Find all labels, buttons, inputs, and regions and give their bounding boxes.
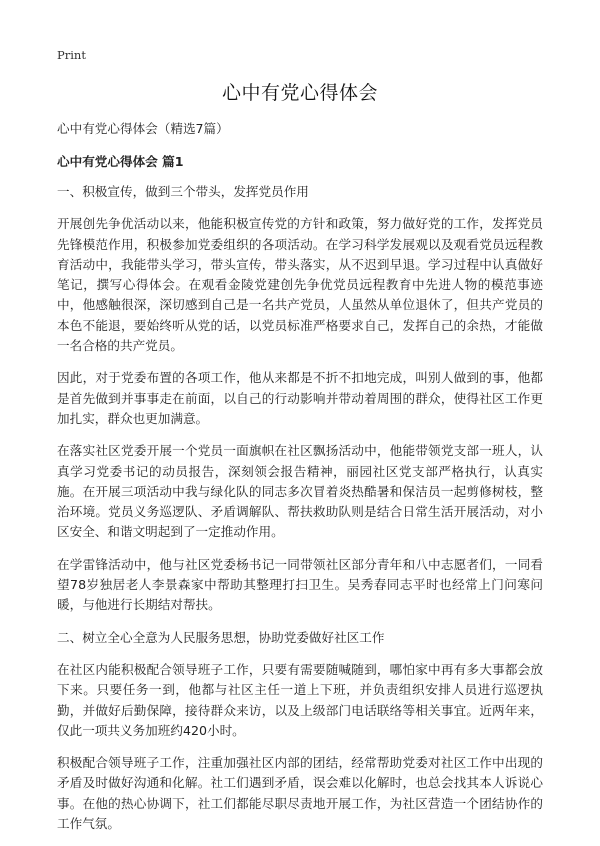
page-title: 心中有党心得体会 (221, 82, 378, 104)
paragraph: 在社区内能积极配合领导班子工作，只要有需要随喊随到，哪怕家中再有多大事都会放下来。只要任务一到，他都与社区主任一道上下班，并负责组织安排人员进行巡逻执勤，并做好后勤保障，接待群众来访，以及上级部门电话联络等相关事宜。近两年来，仅此一项共义务加班约420小时。 (57, 661, 543, 738)
section-heading: 心中有党心得体会 篇1 (57, 154, 184, 169)
paragraph: 因此，对于党委布置的各项工作，他从来都是不折不扣地完成，叫别人做到的事，他都是首先做到并事事走在前面，以自己的行动影响并带动着周围的群众，使得社区工作更加扎实，群众也更加满意。 (57, 370, 543, 426)
print-link[interactable]: Print (57, 48, 86, 62)
paragraph-heading-2: 二、树立全心全意为人民服务思想，协助党委做好社区工作 (57, 629, 385, 645)
paragraph-heading-1: 一、积极宣传，做到三个带头，发挥党员作用 (57, 184, 309, 199)
paragraph: 积极配合领导班子工作，注重加强社区内部的团结，经常帮助党委对社区工作中出现的矛盾及时做好沟通和化解。社工们遇到矛盾，误会难以化解时，也总会找其本人诉说心事。在他的热心协调下，社工们都能尽职尽责地开展工作，为社区营造一个团结协作的工作气氛。 (57, 755, 543, 832)
document-subtitle: 心中有党心得体会（精选7篇） (57, 121, 229, 136)
document-body (57, 119, 543, 846)
paragraph: 在落实社区党委开展一个党员一面旗帜在社区飘扬活动中，他能带领党支部一班人，认真学习党委书记的动员报告，深刻领会报告精神，丽园社区党支部严格执行，认真实施。在开展三项活动中我与绿化队的同志多次冒着炎热酷暑和保洁员一起剪修树枝，整治环境。党员义务巡逻队、矛盾调解队、帮扶救助队则是结合日常生活开展活动，对小区安全、和谐文明起到了一定推动作用。 (57, 443, 543, 540)
paragraph: 在学雷锋活动中，他与社区党委杨书记一同带领社区部分青年和八中志愿者们，一同看望78岁独居老人李景森家中帮助其整理打扫卫生。吴秀春同志平时也经常上门问寒问暖，与他进行长期结对帮扶。 (57, 556, 543, 613)
paragraph: 开展创先争优活动以来，他能积极宣传党的方针和政策，努力做好党的工作，发挥党员先锋模范作用，积极参加党委组织的各项活动。在学习科学发展观以及观看党员远程教育活动中，我能带头学习，带头宣传，带头落实，从不迟到早退。学习过程中认真做好笔记，撰写心得体会。在观看金陵党建创先争优党员远程教育中先进人物的模范事迹中，他感触很深，深切感到自己是一名共产党员，人虽然从单位退休了，但共产党员的本色不能退，要始终听从党的话，以党员标准严格要求自己，发挥自己的余热，才能做一名合格的共产党员。 (57, 216, 543, 354)
